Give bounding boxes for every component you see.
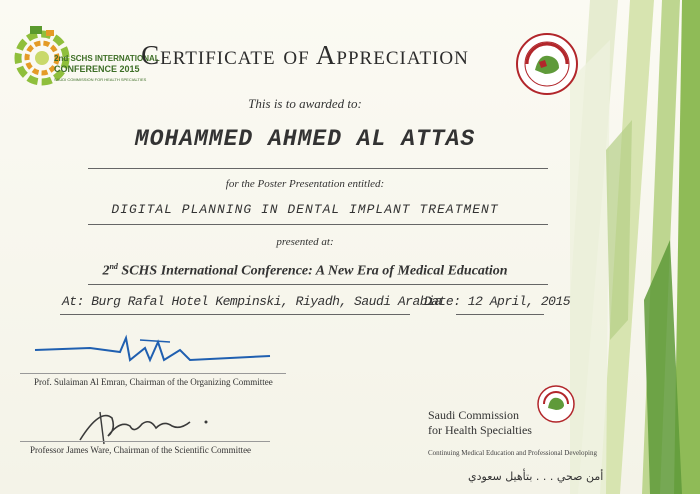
signature-line-1 [20, 373, 286, 374]
signatory-2-label: Professor James Ware, Chairman of the Scientific Committee [30, 445, 252, 455]
logo-line3: SAUDI COMMISSION FOR HEALTH SPECIALTIES [54, 77, 147, 82]
awarded-to-label: This is to awarded to: [248, 96, 362, 111]
commission-subline: Continuing Medical Education and Professional Developing [428, 449, 597, 457]
conference-ordinal-suffix: nd [109, 262, 118, 271]
venue: At: Burg Rafal Hotel Kempinski, Riyadh, Saudi Arabia [62, 294, 442, 309]
signature-line-2 [20, 441, 270, 442]
signature-ware-icon [60, 400, 250, 450]
name-underline [88, 168, 548, 169]
recipient-name: MOHAMMED AHMED AL ATTAS [134, 126, 476, 152]
poster-label: for the Poster Presentation entitled: [225, 178, 385, 190]
poster-title: DIGITAL PLANNING IN DENTAL IMPLANT TREATMENT [111, 202, 499, 217]
conference-title: SCHS International Conference: A New Era of Medical Education [117, 263, 508, 279]
commission-arabic-motto: أمن صحي . . . بتأهيل سعودي [468, 470, 604, 483]
commission-name-line2: for Health Specialties [428, 423, 532, 437]
poster-underline [88, 224, 548, 225]
presented-at-label: presented at: [276, 236, 334, 248]
conference-name [60, 262, 550, 280]
venue-underline [60, 314, 410, 315]
decorative-stripes [570, 0, 700, 494]
certificate-title: Certificate of Appreciation [141, 40, 469, 70]
commission-name-line1: Saudi Commission [428, 408, 520, 422]
conference-ordinal: 2 [102, 263, 110, 279]
commission-small-seal-icon [536, 384, 576, 424]
logo-line1: 2nd SCHS INTERNATIONAL [54, 54, 160, 63]
signatory-1-label: Prof. Sulaiman Al Emran, Chairman of the Organizing Committee [34, 377, 273, 387]
date-underline [456, 314, 544, 315]
logo-line2: CONFERENCE 2015 [54, 64, 140, 74]
date: Date: 12 April, 2015 [424, 294, 571, 309]
conference-underline [88, 284, 548, 285]
